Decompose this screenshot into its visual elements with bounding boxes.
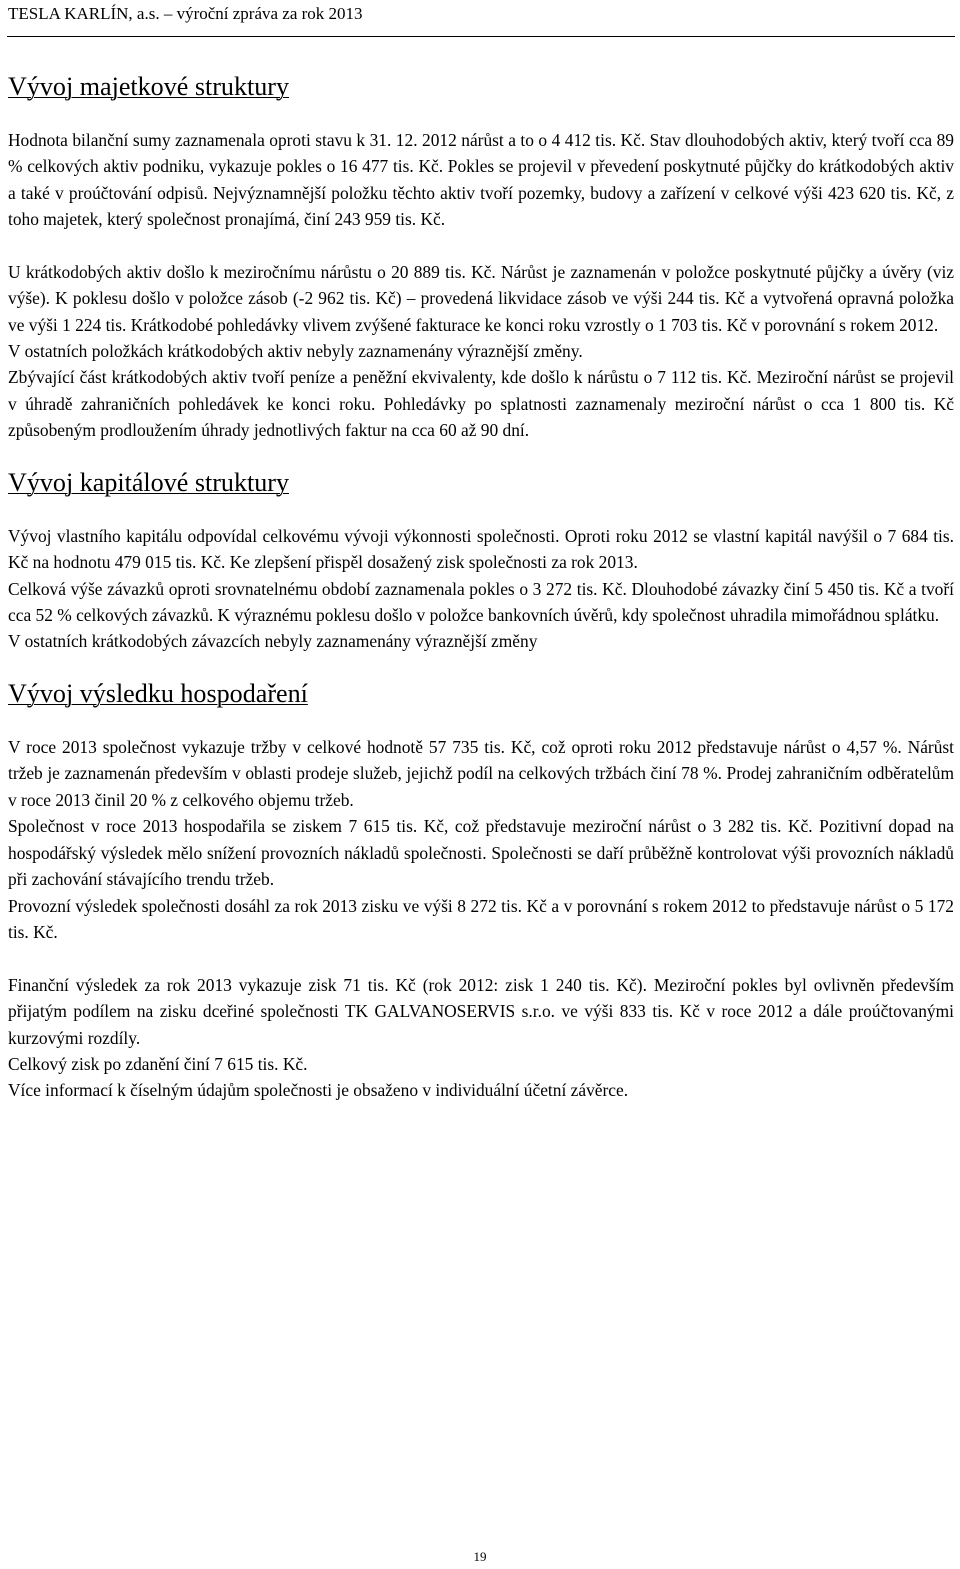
paragraph-current-assets: U krátkodobých aktiv došlo k meziročnímu nárůstu o 20 889 tis. Kč. Nárůst je zaznamenán v položce poskytnuté půjčky a úvěry (viz výše). K poklesu došlo v položce zásob (-2 962 tis. Kč) – provedená likvidace zásob ve výši 244 tis. Kč a vytvořená opravná položka ve výši 1 224 tis. Krátkodobé pohledávky vlivem zvýšené fakturace ke konci roku vzrostly o 1 703 tis. Kč v porovnání s rokem 2012. [8,261,954,335]
section-heading-economic-result: Vývoj výsledku hospodaření [8,679,308,709]
paragraph-balance-sheet: Hodnota bilanční sumy zaznamenala oproti stavu k 31. 12. 2012 nárůst a to o 4 412 tis. Kč. Stav dlouhodobých aktiv, který tvoří cca 89 % celkových aktiv podniku, vykazuje pokles o 16 477 tis. Kč. Pokles se projevil v převedení poskytnuté půjčky do krátkodobých aktiv a také v proúčtování odpisů. Nejvýznamnější položku těchto aktiv tvoří pozemky, budovy a zařízení v celkové výši 423 620 tis. Kč, z toho majetek, který společnost pronajímá, činí 243 959 tis. Kč. [8,129,954,230]
document-body [8,74,954,1104]
paragraph-operating-result: Provozní výsledek společnosti dosáhl za rok 2013 zisku ve výši 8 272 tis. Kč a v porovnání s rokem 2012 to představuje nárůst o 5 172 tis. Kč. [8,895,954,942]
paragraph-net-profit: Celkový zisk po zdanění činí 7 615 tis. Kč. [8,1053,308,1074]
paragraph-cash-equivalents: Zbývající část krátkodobých aktiv tvoří peníze a peněžní ekvivalenty, kde došlo k nárůstu o 7 112 tis. Kč. Meziroční nárůst se projevil v úhradě zahraničních pohledávek ke konci roku. Pohledávky po splatnosti zaznamenaly meziroční nárůst o cca 1 800 tis. Kč způsobeným prodloužením úhrady jednotlivých faktur na cca 60 až 90 dní. [8,367,954,441]
section-heading-asset-structure: Vývoj majetkové struktury [8,72,290,101]
section-heading-capital-structure: Vývoj kapitálové struktury [8,468,290,498]
paragraph-profit: Společnost v roce 2013 hospodařila se ziskem 7 615 tis. Kč, což představuje meziroční nárůst o 3 282 tis. Kč. Pozitivní dopad na hospodářský výsledek mělo snížení provozních nákladů společnosti. Společnosti se daří průběžně kontrolovat výši provozních nákladů při zachování stávajícího trendu tržeb. [8,816,954,890]
header-divider [7,36,955,37]
paragraph-financial-result: Finanční výsledek za rok 2013 vykazuje zisk 71 tis. Kč (rok 2012: zisk 1 240 tis. Kč). Meziroční pokles byl ovlivněn především přijatým podílem na zisku dceřiné společnosti TK GALVANOSERVIS s.r.o. ve výši 833 tis. Kč v roce 2012 a dále proúčtovanými kurzovými rozdíly. [8,974,954,1048]
paragraph-other-current-assets: V ostatních položkách krátkodobých aktiv nebyly zaznamenány výraznější změny. [8,341,583,362]
paragraph-other-liabilities: V ostatních krátkodobých závazcích nebyly zaznamenány výraznější změny [8,631,538,652]
page-number: 19 [473,1549,487,1564]
paragraph-equity: Vývoj vlastního kapitálu odpovídal celkovému vývoji výkonnosti společnosti. Oproti roku 2012 se vlastní kapitál navýšil o 7 684 tis. Kč na hodnotu 479 015 tis. Kč. Ke zlepšení přispěl dosažený zisk společnosti za rok 2013. [8,525,954,573]
paragraph-revenue: V roce 2013 společnost vykazuje tržby v celkové hodnotě 57 735 tis. Kč, což oproti roku 2012 představuje nárůst o 4,57 %. Nárůst tržeb je zaznamenán především v oblasti prodeje služeb, jejichž podíl na celkových tržbách činí 78 %. Prodej zahraničním odběratelům v roce 2013 činil 20 % z celkového objemu tržeb. [8,737,954,810]
running-header: TESLA KARLÍN, a.s. – výroční zpráva za rok 2013 [8,4,363,23]
paragraph-more-info: Více informací k číselným údajům společnosti je obsaženo v individuální účetní závěrce. [8,1080,629,1101]
paragraph-liabilities: Celková výše závazků oproti srovnatelnému období zaznamenala pokles o 3 272 tis. Kč. Dlouhodobé závazky činí 5 450 tis. Kč a tvoří cca 52 % celkových závazků. K výraznému poklesu došlo v položce bankovních úvěrů, kdy společnost uhradila mimořádnou splátku. [8,578,954,626]
